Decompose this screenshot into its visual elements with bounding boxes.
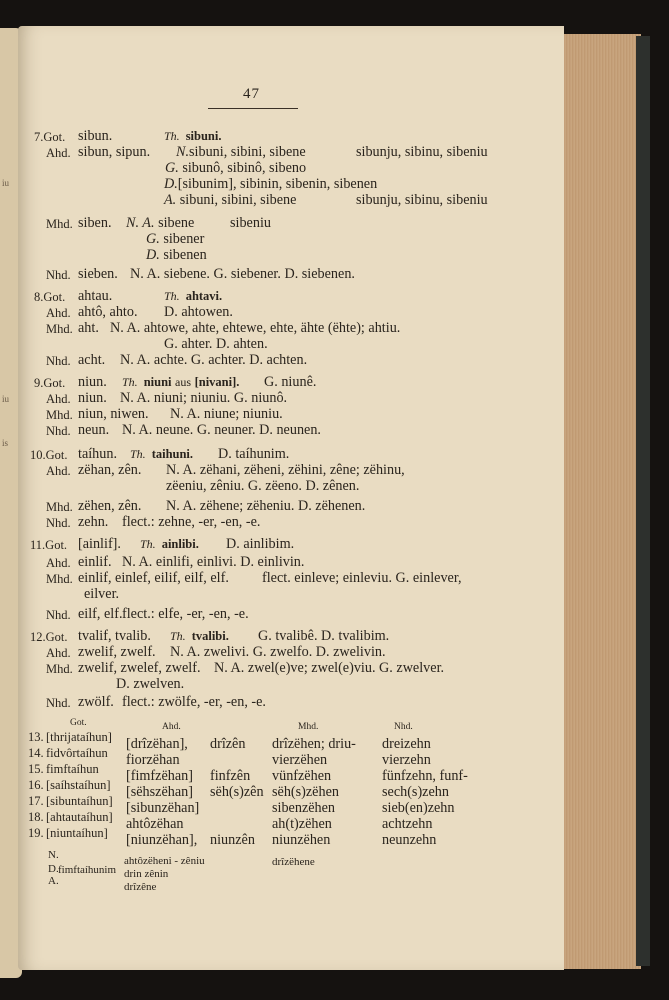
ahd-form: [sëhszëhan] xyxy=(126,784,193,800)
entry-9-ahd: niun. xyxy=(78,390,107,406)
nhd-form: achtzehn xyxy=(382,816,433,832)
entry-7-ahd-g: G. sibunô, sibinô, sibeno xyxy=(165,160,307,176)
entry-11-mhd-forms: flect. einleve; einleviu. G. einlever, xyxy=(262,570,462,586)
entry-11-nhd-label: Nhd. xyxy=(46,608,71,622)
nhd-form: sieb(en)zehn xyxy=(382,800,455,816)
margin-mark: is xyxy=(2,438,9,448)
entry-8-ahd: ahtô, ahto. xyxy=(78,304,138,320)
entry-11-nhd-forms: flect.: elfe, -er, -en, -e. xyxy=(122,606,249,622)
book-page xyxy=(18,26,564,970)
entry-8-nhd: acht. xyxy=(78,352,106,368)
entry-9-nhd: neun. xyxy=(78,422,110,438)
entry-12-got-th: Th. tvalibi. xyxy=(170,629,229,643)
entry-7-got: sibun. xyxy=(78,128,113,144)
row-number: 16. xyxy=(28,778,44,792)
entry-10-mhd-label: Mhd. xyxy=(46,500,73,514)
row-number: 14. xyxy=(28,746,44,760)
entry-12-mhd-forms-2: D. zwelven. xyxy=(116,676,185,692)
column-header-got: Got. xyxy=(70,718,87,728)
entry-8-mhd-label: Mhd. xyxy=(46,322,73,336)
page-number: 47 xyxy=(243,86,260,102)
got-form: [ahtautaíhun] xyxy=(46,810,113,824)
entry-8-got: ahtau. xyxy=(78,288,113,304)
column-header-ahd: Ahd. xyxy=(162,722,181,732)
entry-12-nhd: zwölf. xyxy=(78,694,114,710)
entry-10-nhd-label: Nhd. xyxy=(46,516,71,530)
entry-7-ahd-a: A. sibuni, sibini, sibene xyxy=(164,192,297,208)
got-form: [saíhstaíhun] xyxy=(46,778,111,792)
nhd-form: fünfzehn, funf- xyxy=(382,768,468,784)
entry-12-ahd-label: Ahd. xyxy=(46,646,71,660)
nhd-form: dreizehn xyxy=(382,736,431,752)
nhd-form: vierzehn xyxy=(382,752,431,768)
entry-12-mhd-label: Mhd. xyxy=(46,662,73,676)
mhd-form: ah(t)zëhen xyxy=(272,816,332,832)
entry-9-mhd-forms: N. A. niune; niuniu. xyxy=(170,406,283,422)
book-cover-edge xyxy=(636,36,650,966)
row-number: 15. xyxy=(28,762,44,776)
entry-7-got-th: Th. sibuni. xyxy=(164,129,222,143)
entry-7-mhd-d: D. sibenen xyxy=(146,247,207,263)
entry-9-label: 9.Got. xyxy=(34,376,66,390)
entry-7-mhd-label: Mhd. xyxy=(46,217,73,231)
entry-12-ahd: zwelif, zwelf. xyxy=(78,644,156,660)
entry-12-label: 12.Got. xyxy=(30,630,68,644)
entry-12-got-forms: G. tvalibê. D. tvalibim. xyxy=(258,628,390,644)
book-page-edges xyxy=(562,34,641,969)
mhd-form: niunzëhen xyxy=(272,832,331,848)
entry-10-mhd: zëhen, zên. xyxy=(78,498,142,514)
entry-10-got-th: Th. taihuni. xyxy=(130,447,194,461)
mhd-form: vierzëhen xyxy=(272,752,328,768)
entry-9-nhd-label: Nhd. xyxy=(46,424,71,438)
ahd-form: [drîzëhan], xyxy=(126,736,188,752)
ahd-form: [fimfzëhan] xyxy=(126,768,193,784)
entry-12-mhd-forms: N. A. zwel(e)ve; zwel(e)viu. G. zwelver. xyxy=(214,660,445,676)
entry-11-ahd-forms: N. A. einlifi, einlivi. D. einlivin. xyxy=(122,554,305,570)
column-header-mhd: Mhd. xyxy=(298,722,319,732)
entry-10-ahd-forms-2: zëeniu, zêniu. G. zëeno. D. zênen. xyxy=(166,478,360,494)
got-form: fimftaíhun xyxy=(46,762,99,776)
mhd-form: sëh(s)zëhen xyxy=(272,784,339,800)
entry-7-ahd-a-extra: sibunju, sibinu, sibeniu xyxy=(356,192,488,208)
ahd-form: [sibunzëhan] xyxy=(126,800,200,816)
ahd-form-alt: drîzên xyxy=(210,736,246,752)
entry-7-mhd-na: N. A. sibene xyxy=(126,215,195,231)
entry-9-nhd-forms: N. A. neune. G. neuner. D. neunen. xyxy=(122,422,321,438)
entry-8-label: 8.Got. xyxy=(34,290,66,304)
ahd-form: fiorzëhan xyxy=(126,752,180,768)
margin-mark: iu xyxy=(2,394,10,404)
entry-9-got: niun. xyxy=(78,374,107,390)
entry-10-mhd-forms: N. A. zëhene; zëheniu. D. zëhenen. xyxy=(166,498,366,514)
entry-9-ahd-label: Ahd. xyxy=(46,392,71,406)
entry-11-ahd-label: Ahd. xyxy=(46,556,71,570)
entry-7-ahd-extra: sibunju, sibinu, sibeniu xyxy=(356,144,488,160)
case-d-label: D. xyxy=(48,863,59,875)
entry-12-nhd-label: Nhd. xyxy=(46,696,71,710)
case-n-label: N. xyxy=(48,849,59,861)
column-header-nhd: Nhd. xyxy=(394,722,413,732)
footer-ahd-line3: drîzêne xyxy=(124,881,157,893)
entry-9-mhd-label: Mhd. xyxy=(46,408,73,422)
entry-7-nhd: sieben. xyxy=(78,266,118,282)
entry-12-mhd: zwelif, zwelef, zwelf. xyxy=(78,660,201,676)
entry-8-ahd-label: Ahd. xyxy=(46,306,71,320)
entry-7-nhd-forms: N. A. siebene. G. siebener. D. siebenen. xyxy=(130,266,355,282)
margin-mark: iu xyxy=(2,178,10,188)
entry-7-mhd: siben. xyxy=(78,215,112,231)
mhd-form: vünfzëhen xyxy=(272,768,332,784)
entry-8-mhd-forms: N. A. ahtowe, ahte, ehtewe, ehte, ähte (ëhte); ahtiu. xyxy=(110,320,401,336)
entry-10-ahd-forms: N. A. zëhani, zëheni, zëhini, zêne; zëhinu, xyxy=(166,462,405,478)
entry-11-label: 11.Got. xyxy=(30,538,68,552)
nhd-form: neunzehn xyxy=(382,832,437,848)
entry-11-mhd-forms-2: eilver. xyxy=(84,586,120,602)
entry-7-nhd-label: Nhd. xyxy=(46,268,71,282)
row-number: 18. xyxy=(28,810,44,824)
case-a-label: A. xyxy=(48,875,59,887)
entry-7-ahd-n: N.sibuni, sibini, sibene xyxy=(176,144,306,160)
entry-11-mhd-label: Mhd. xyxy=(46,572,73,586)
entry-11-got-th: Th. ainlibi. xyxy=(140,537,199,551)
entry-10-got-forms: D. taíhunim. xyxy=(218,446,290,462)
entry-8-ahd-forms: D. ahtowen. xyxy=(164,304,233,320)
entry-9-got-th: Th. niuni aus [nivani]. xyxy=(122,375,240,389)
entry-9-mhd: niun, niwen. xyxy=(78,406,149,422)
entry-8-mhd: aht. xyxy=(78,320,99,336)
nhd-form: sech(s)zehn xyxy=(382,784,449,800)
footer-ahd-line1: ahtôzëheni - zêniu xyxy=(124,855,205,867)
mhd-form: sibenzëhen xyxy=(272,800,336,816)
entry-10-nhd-forms: flect.: zehne, -er, -en, -e. xyxy=(122,514,261,530)
ahd-form-alt: niunzên xyxy=(210,832,255,848)
footer-got-form: fimftaíhunim xyxy=(58,864,117,876)
entry-10-ahd: zëhan, zên. xyxy=(78,462,142,478)
ahd-form-alt: finfzên xyxy=(210,768,251,784)
got-form: [thrijataíhun] xyxy=(46,730,112,744)
entry-7-ahd: sibun, sipun. xyxy=(78,144,151,160)
entry-10-label: 10.Got. xyxy=(30,448,68,462)
entry-12-got: tvalif, tvalib. xyxy=(78,628,151,644)
entry-7-ahd-label: Ahd. xyxy=(46,146,71,160)
ahd-form: ahtôzëhan xyxy=(126,816,184,832)
entry-8-nhd-label: Nhd. xyxy=(46,354,71,368)
footer-ahd-line2: drin zênin xyxy=(124,868,169,880)
mhd-form: drîzëhen; driu- xyxy=(272,736,356,752)
ahd-form: [niunzëhan], xyxy=(126,832,198,848)
entry-8-mhd-forms-2: G. ahter. D. ahten. xyxy=(164,336,268,352)
got-form: [niuntaíhun] xyxy=(46,826,108,840)
entry-10-nhd: zehn. xyxy=(78,514,109,530)
entry-12-ahd-forms: N. A. zwelivi. G. zwelfo. D. zwelivin. xyxy=(170,644,386,660)
entry-11-got: [ainlif]. xyxy=(78,536,121,552)
row-number: 17. xyxy=(28,794,44,808)
entry-7-ahd-d: D.[sibunim], sibinin, sibenin, sibenen xyxy=(164,176,378,192)
entry-8-got-th: Th. ahtavi. xyxy=(164,289,223,303)
entry-11-mhd: einlif, einlef, eilif, eilf, elf. xyxy=(78,570,229,586)
entry-8-nhd-forms: N. A. achte. G. achter. D. achten. xyxy=(120,352,308,368)
footer-mhd-form: drîzëhene xyxy=(272,856,315,868)
entry-11-nhd: eilf, elf. xyxy=(78,606,123,622)
entry-10-got: taíhun. xyxy=(78,446,118,462)
entry-9-ahd-forms: N. A. niuni; niuniu. G. niunô. xyxy=(120,390,288,406)
entry-7-mhd-extra: sibeniu xyxy=(230,215,271,231)
got-form: fidvôrtaíhun xyxy=(46,746,108,760)
page-number-rule xyxy=(208,108,298,109)
row-number: 19. xyxy=(28,826,44,840)
entry-11-ahd: einlif. xyxy=(78,554,112,570)
entry-7-label: 7.Got. xyxy=(34,130,66,144)
entry-11-got-forms: D. ainlibim. xyxy=(226,536,295,552)
ahd-form-alt: sëh(s)zên xyxy=(210,784,264,800)
entry-12-nhd-forms: flect.: zwölfe, -er, -en, -e. xyxy=(122,694,266,710)
got-form: [sibuntaíhun] xyxy=(46,794,113,808)
entry-9-got-forms: G. niunê. xyxy=(264,374,317,390)
entry-7-mhd-g: G. sibener xyxy=(146,231,205,247)
row-number: 13. xyxy=(28,730,44,744)
entry-10-ahd-label: Ahd. xyxy=(46,464,71,478)
